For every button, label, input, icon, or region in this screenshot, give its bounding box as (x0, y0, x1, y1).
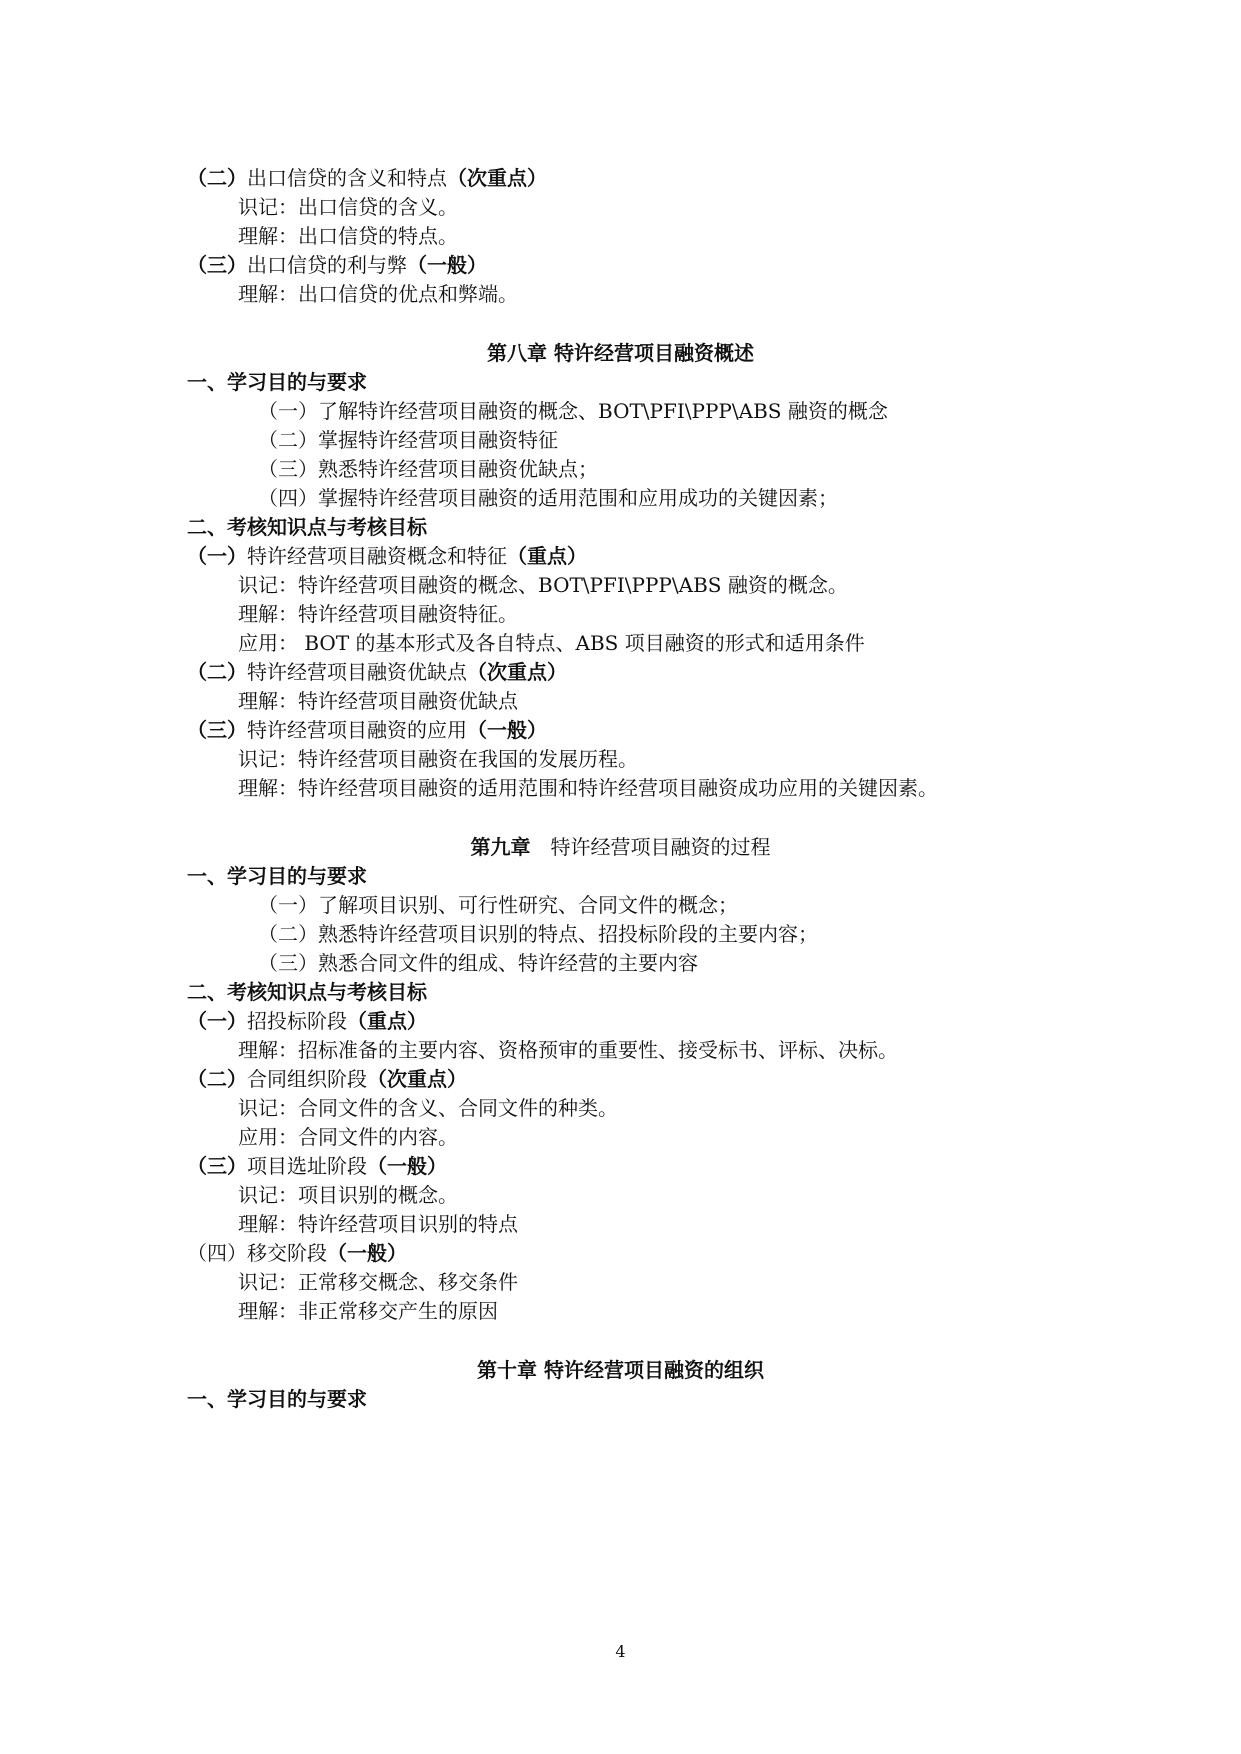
goal-item: （三）熟悉特许经营项目融资优缺点； (258, 457, 598, 481)
section-level: （一般） (467, 718, 547, 742)
goal-item: （一）了解项目识别、可行性研究、合同文件的概念； (258, 893, 738, 917)
apply-item: 应用：合同文件的内容。 (238, 1125, 458, 1149)
assessment-heading: 二、考核知识点与考核目标 (187, 515, 427, 539)
section-level: （次重点） (447, 166, 547, 190)
understand-item: 理解：特许经营项目融资优缺点 (238, 689, 518, 713)
section-level: （一般） (367, 1154, 447, 1178)
section-heading (187, 163, 547, 193)
recall-item: 识记：特许经营项目融资的概念、BOT\PFI\PPP\ABS 融资的概念。 (238, 573, 848, 597)
learning-goals-heading: 一、学习目的与要求 (187, 864, 367, 888)
section-heading (187, 1006, 427, 1036)
section-heading (187, 715, 547, 745)
chapter-name: 特许经营项目融资的过程 (550, 835, 771, 859)
section-level: （次重点） (367, 1067, 467, 1091)
section-level: （次重点） (467, 660, 567, 684)
section-title: 移交阶段 (247, 1241, 327, 1265)
recall-item: 识记：特许经营项目融资在我国的发展历程。 (238, 747, 638, 771)
understand-item: 理解：非正常移交产生的原因 (238, 1299, 498, 1323)
understand-item: 理解：特许经营项目融资特征。 (238, 602, 518, 626)
recall-item: 识记：项目识别的概念。 (238, 1183, 458, 1207)
section-heading (187, 1238, 407, 1268)
section-heading (187, 1064, 467, 1094)
section-number: （四） (187, 1241, 247, 1265)
goal-item: （二）掌握特许经营项目融资特征 (258, 428, 558, 452)
section-title: 出口信贷的含义和特点 (247, 166, 447, 190)
section-number: （三） (187, 253, 247, 277)
section-number: （一） (187, 1009, 247, 1033)
section-heading (187, 541, 587, 571)
section-title: 合同组织阶段 (247, 1067, 367, 1091)
section-number: （二） (187, 660, 247, 684)
page-number: 4 (615, 1642, 626, 1661)
section-title: 特许经营项目融资的应用 (247, 718, 467, 742)
section-title: 特许经营项目融资优缺点 (247, 660, 467, 684)
understand-item: 理解：出口信贷的特点。 (238, 224, 458, 248)
section-title: 特许经营项目融资概念和特征 (247, 544, 507, 568)
recall-item: 识记：出口信贷的含义。 (238, 195, 458, 219)
section-level: （重点） (347, 1009, 427, 1033)
section-title: 项目选址阶段 (247, 1154, 367, 1178)
chapter-9-title (0, 832, 1241, 862)
section-heading (187, 657, 567, 687)
goal-item: （三）熟悉合同文件的组成、特许经营的主要内容 (258, 951, 698, 975)
learning-goals-heading: 一、学习目的与要求 (187, 1387, 367, 1411)
section-level: （重点） (507, 544, 587, 568)
assessment-heading: 二、考核知识点与考核目标 (187, 980, 427, 1004)
chapter-10-title: 第十章 特许经营项目融资的组织 (477, 1358, 764, 1382)
recall-item: 识记：正常移交概念、移交条件 (238, 1270, 518, 1294)
section-number: （三） (187, 718, 247, 742)
section-heading (187, 1151, 447, 1181)
section-level: （一般） (407, 253, 487, 277)
goal-item: （四）掌握特许经营项目融资的适用范围和应用成功的关键因素； (258, 486, 838, 510)
goal-item: （一）了解特许经营项目融资的概念、BOT\PFI\PPP\ABS 融资的概念 (258, 399, 888, 423)
understand-item: 理解：特许经营项目识别的特点 (238, 1212, 518, 1236)
section-title: 出口信贷的利与弊 (247, 253, 407, 277)
section-number: （三） (187, 1154, 247, 1178)
section-number: （二） (187, 1067, 247, 1091)
goal-item: （二）熟悉特许经营项目识别的特点、招投标阶段的主要内容； (258, 922, 818, 946)
section-number: （二） (187, 166, 247, 190)
chapter-number: 第九章 (470, 835, 531, 859)
learning-goals-heading: 一、学习目的与要求 (187, 370, 367, 394)
section-title: 招投标阶段 (247, 1009, 347, 1033)
section-heading (187, 250, 487, 280)
understand-item: 理解：特许经营项目融资的适用范围和特许经营项目融资成功应用的关键因素。 (238, 776, 938, 800)
recall-item: 识记：合同文件的含义、合同文件的种类。 (238, 1096, 618, 1120)
section-level: （一般） (327, 1241, 407, 1265)
apply-item: 应用： BOT 的基本形式及各自特点、ABS 项目融资的形式和适用条件 (238, 631, 865, 655)
chapter-8-title: 第八章 特许经营项目融资概述 (487, 341, 754, 365)
section-number: （一） (187, 544, 247, 568)
understand-item: 理解：出口信贷的优点和弊端。 (238, 282, 518, 306)
understand-item: 理解：招标准备的主要内容、资格预审的重要性、接受标书、评标、决标。 (238, 1038, 898, 1062)
